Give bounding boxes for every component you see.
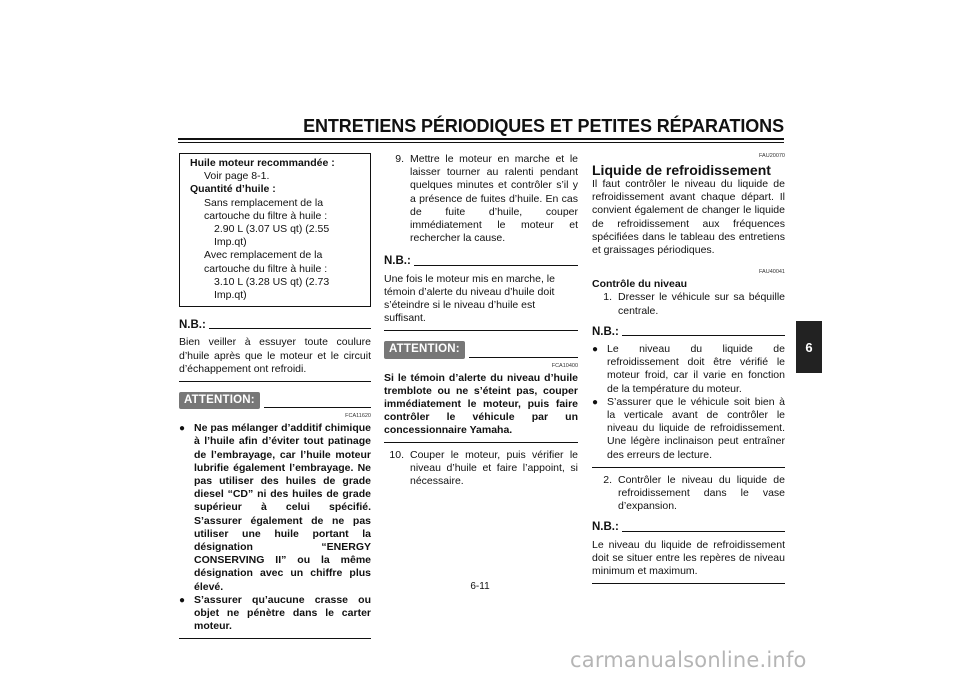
page-number: 6-11 [470,581,490,592]
nb-list [592,343,785,468]
spec-line: Huile moteur recommandée : [190,157,335,169]
nb-label: N.B.: [384,255,411,268]
column-2 [384,153,578,488]
step-2: 2. Contrôler le niveau du liquide de refroidissement dans le vase d’expansion. [603,473,785,513]
reference-code: FCA10400 [551,362,578,369]
list-item: ● S’assurer qu’aucune crasse ou objet ne pénètre dans le carter moteur. [179,593,371,633]
attention-body: Si le témoin d’alerte du niveau d’huile tremblote ou ne s’éteint pas, couper immédiatement le moteur, puis faire contrôler le véhicule par un concessionnaire Yamaha. [384,372,578,443]
nb-heading [384,255,578,268]
header-rule [178,138,784,140]
nb-label: N.B.: [592,325,619,338]
nb-heading [179,319,371,332]
oil-spec-box [179,153,371,307]
chapter-tab: 6 [796,321,822,373]
nb-heading [592,326,785,339]
spec-line: Quantité d’huile : [190,183,276,196]
section-intro: Il faut contrôler le niveau du liquide de refroidissement avant chaque départ. Il convient également de changer le liquide de refroidissement aux fréquences spécifiées dans le tableau des entretiens et graissages périodiques. [592,178,785,257]
reference-code: FCA11620 [345,413,371,420]
step-1: 1. Dresser le véhicule sur sa béquille centrale. [603,291,785,317]
spec-line: Sans remplacement de la cartouche du filtre à huile : [204,196,328,222]
nb-text: Le niveau du liquide de refroidissement doit se situer entre les repères de niveau minimum et maximum. [592,539,785,585]
bullet-icon: ● [179,423,186,435]
step-9: 9. Mettre le moteur en marche et le laisser tourner au ralenti pendant quelques minutes et contrôler s’il y a présence de fuites d’huile. En cas de fuite d’huile, couper immédiatement le moteur et rechercher la cause. [395,153,578,245]
bullet-icon: ● [592,344,599,356]
attention-body [179,422,371,638]
nb-label: N.B.: [179,319,206,332]
attention-badge: ATTENTION: [179,392,260,409]
reference-code: FAU40041 [759,269,785,276]
page-header: ENTRETIENS PÉRIODIQUES ET PETITES RÉPARATIONS [303,116,784,136]
attention-badge: ATTENTION: [384,341,465,358]
nb-text: Bien veiller à essuyer toute coulure d’huile après que le moteur et le circuit d’échappement ont refroidi. [179,336,371,382]
bullet-icon: ● [179,594,186,606]
column-3 [592,153,785,584]
spec-line: 3.10 L (3.28 US qt) (2.73 Imp.qt) [214,275,330,302]
reference-code: FAU20070 [759,153,785,159]
step-10: 10. Couper le moteur, puis vérifier le niveau d’huile et faire l’appoint, si nécessaire. [389,448,578,488]
attention-heading [179,392,371,409]
bullet-icon: ● [592,396,599,408]
section-title: Liquide de refroidissement [592,162,771,178]
attention-heading [384,341,578,358]
spec-line: 2.90 L (3.07 US qt) (2.55 Imp.qt) [214,223,330,249]
spec-line: Avec remplacement de la cartouche du filtre à huile : [204,249,328,275]
spec-line: Voir page 8-1. [204,170,270,183]
subsection-title: Contrôle du niveau [592,278,688,291]
header-rule-thin [178,142,784,143]
nb-label: N.B.: [592,521,619,534]
nb-text: Une fois le moteur mis en marche, le témoin d’alerte du niveau d’huile doit s’éteindre si le niveau d’huile est suffisant. [384,273,578,332]
column-1 [179,153,371,639]
list-item: ● S’assurer que le véhicule soit bien à la verticale avant de contrôler le niveau du liquide de refroidissement. Une légère inclinaison peut entraîner des erreurs de lecture. [592,395,785,461]
nb-heading [592,521,785,534]
list-item: ● Ne pas mélanger d’additif chimique à l’huile afin d’éviter tout patinage de l’embrayage, car l’huile moteur lubrifie également l’embrayage. Ne pas utiliser des huiles de grade diesel “CD” ni des huiles de grade supérieur à celui spécifié. S’assurer également de ne pas utiliser une huile portant la désignation “ENERGY CONSERVING II” ou la même désignation avec un chiffre plus élevé. [179,422,371,593]
watermark: carmanualsonline.info [570,648,807,672]
list-item: ● Le niveau du liquide de refroidissement doit être vérifié le moteur froid, car il varie en fonction de la température du moteur. [592,343,785,395]
